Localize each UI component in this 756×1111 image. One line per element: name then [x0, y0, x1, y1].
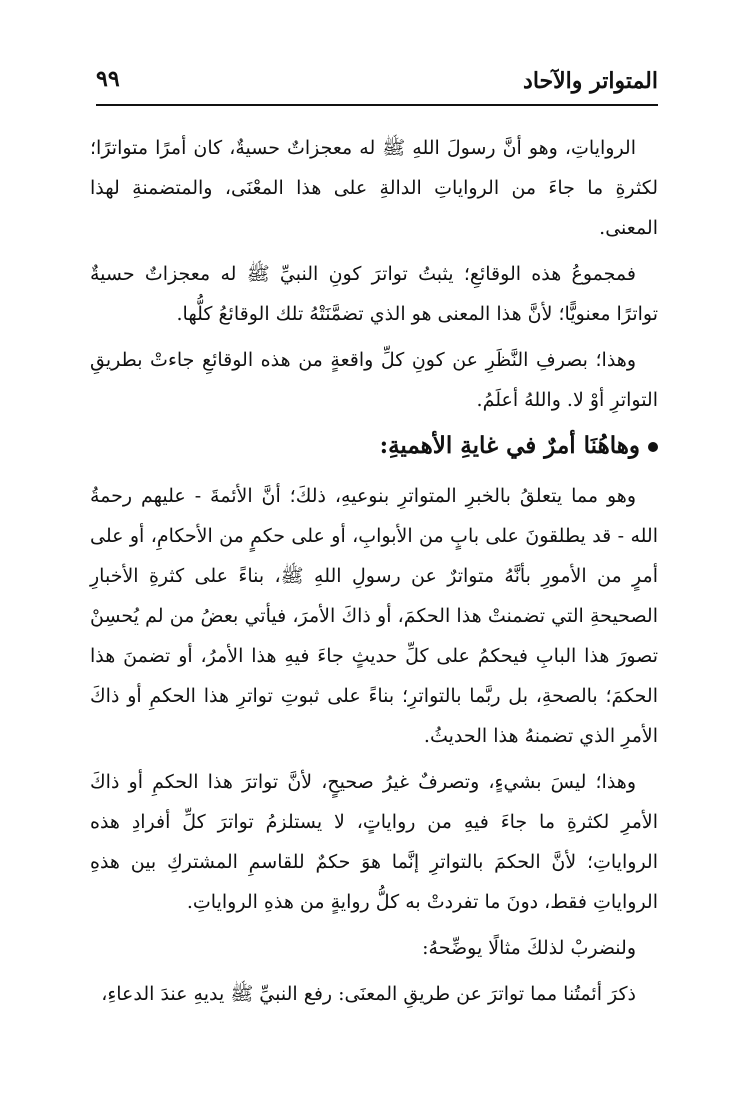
- paragraph: ولنضربْ لذلكَ مثالًا يوضِّحهُ:: [422, 937, 636, 959]
- bullet-icon: [648, 442, 658, 452]
- paragraph: ذكرَ أئمتُنا مما تواترَ عن طريقِ المعنَى: رفع النبيِّ ﷺ يديهِ عندَ الدعاءِ،: [101, 983, 636, 1005]
- page-body: [90, 128, 658, 1020]
- running-title: المتواتر والآحاد: [523, 68, 658, 94]
- paragraph: فمجموعُ هذه الوقائعِ؛ يثبتُ تواترَ كونِ النبيِّ ﷺ له معجزاتٌ حسيةٌ تواترًا معنويًّا؛ لأنَّ هذا المعنى هو الذي تضمَّنَتْهُ تلك الوقائعُ كلُّها.: [90, 263, 658, 325]
- page-number: ٩٩: [96, 66, 120, 92]
- paragraph: وهو مما يتعلقُ بالخبرِ المتواترِ بنوعيهِ، ذلكَ؛ أنَّ الأئمةَ - عليهم رحمةُ الله - قد يطلقونَ على بابٍ من الأبوابِ، أو على حكمٍ من الأحكامِ، أو على أمرٍ من الأمورِ بأنَّهُ متواترٌ عن رسولِ اللهِ ﷺ، بناءً على كثرةِ الأخبارِ الصحيحةِ التي تضمنتْ هذا الحكمَ، أو ذاكَ الأمرَ، فيأتي بعضُ من لم يُحسِنْ تصورَ هذا البابِ فيحكمُ على كلِّ حديثٍ جاءَ فيهِ هذا الأمرُ، أو تضمنَ هذا الحكمَ؛ بالصحةِ، بل ربَّما بالتواترِ؛ بناءً على ثبوتِ تواترِ هذا الحكمِ أو ذاكَ الأمرِ الذي تضمنهُ هذا الحديثُ.: [90, 485, 658, 747]
- section-heading: [90, 426, 658, 466]
- header-rule: [96, 104, 658, 106]
- paragraph: الرواياتِ، وهو أنَّ رسولَ اللهِ ﷺ له معجزاتٌ حسيةٌ، كان أمرًا متواترًا؛ لكثرةِ ما جاءَ من الرواياتِ الدالةِ على هذا المعْنَى، والمتضمنةِ لهذا المعنى.: [90, 137, 659, 239]
- paragraph: وهذا؛ بصرفِ النَّظَرِ عن كونِ كلِّ واقعةٍ من هذه الوقائعِ جاءتْ بطريقِ التواترِ أوْ لا. واللهُ أعلَمُ.: [90, 349, 658, 411]
- section-heading-text: وهاهُنَا أمرٌ في غايةِ الأهميةِ:: [379, 432, 640, 459]
- page-header: [96, 62, 658, 102]
- paragraph: وهذا؛ ليسَ بشيءٍ، وتصرفٌ غيرُ صحيحٍ، لأنَّ تواترَ هذا الحكمِ أو ذاكَ الأمرِ لكثرةِ ما جاءَ فيهِ من رواياتٍ، لا يستلزمُ تواترَ كلِّ أفرادِ هذه الرواياتِ؛ لأنَّ الحكمَ بالتواترِ إنَّما هوَ حكمٌ للقاسمِ المشتركِ بين هذهِ الرواياتِ فقط، دونَ ما تفردتْ به كلُّ روايةٍ من هذهِ الرواياتِ.: [90, 771, 658, 913]
